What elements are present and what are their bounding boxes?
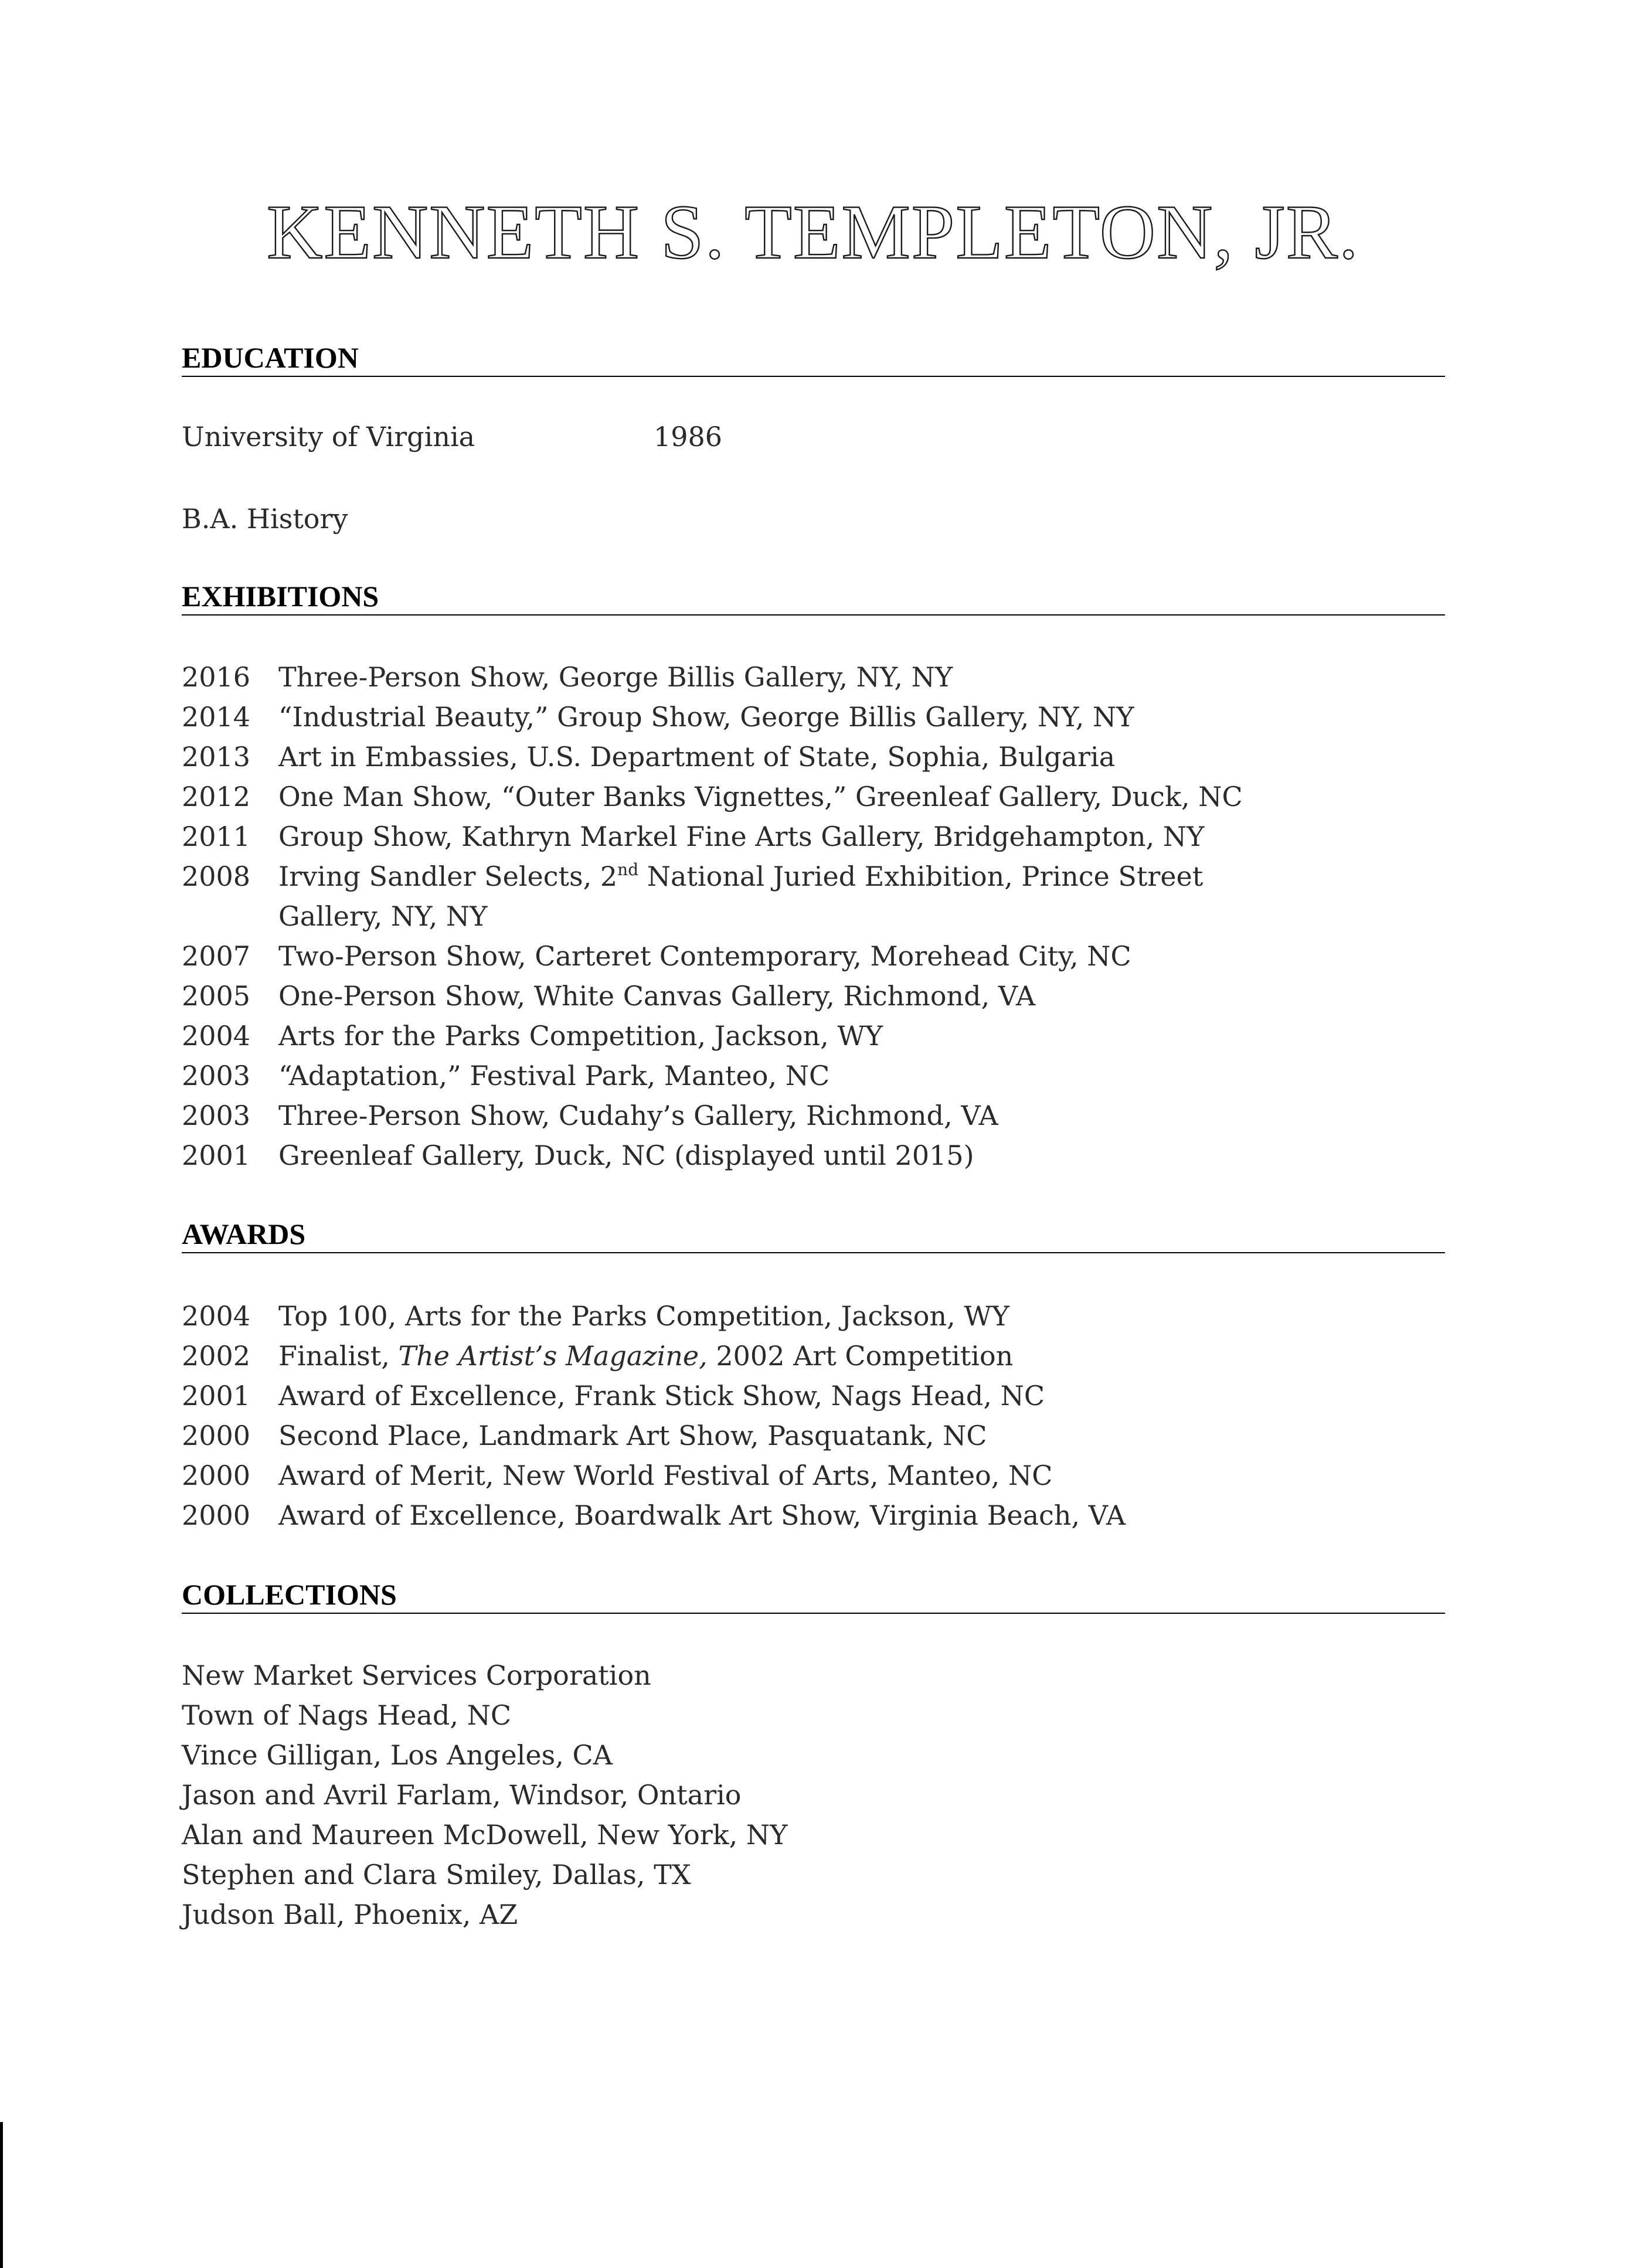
award-year: 2000 — [182, 1499, 251, 1531]
ordinal-suffix: nd — [617, 860, 639, 879]
scan-edge-bar — [0, 2122, 3, 2268]
exhibition-entry: Arts for the Parks Competition, Jackson, WY — [278, 1020, 883, 1052]
award-year: 2000 — [182, 1420, 251, 1451]
award-entry: Award of Excellence, Frank Stick Show, Nags Head, NC — [278, 1380, 1045, 1412]
exhibition-entry: Group Show, Kathryn Markel Fine Arts Gallery, Bridgehampton, NY — [278, 821, 1205, 852]
award-entry: Second Place, Landmark Art Show, Pasquatank, NC — [278, 1420, 987, 1451]
award-year: 2000 — [182, 1460, 251, 1491]
exhibition-entry-continuation: Gallery, NY, NY — [278, 900, 488, 932]
exhibition-year: 2012 — [182, 781, 251, 812]
education-heading: EDUCATION — [182, 343, 1445, 377]
exhibition-entry-part: National Juried Exhibition, Prince Street — [638, 861, 1203, 892]
exhibition-entry: One-Person Show, White Canvas Gallery, Richmond, VA — [278, 980, 1036, 1012]
collection-item: Vince Gilligan, Los Angeles, CA — [182, 1739, 613, 1771]
award-year: 2004 — [182, 1300, 251, 1332]
exhibition-year: 2011 — [182, 821, 251, 852]
resume-name: KENNETH S. TEMPLETON, JR. — [267, 189, 1359, 275]
award-entry-part: Finalist, — [278, 1340, 399, 1372]
exhibition-entry: Greenleaf Gallery, Duck, NC (displayed until 2015) — [278, 1140, 974, 1171]
exhibition-entry: One Man Show, “Outer Banks Vignettes,” Greenleaf Gallery, Duck, NC — [278, 781, 1243, 812]
exhibition-year: 2001 — [182, 1140, 251, 1171]
exhibition-year: 2003 — [182, 1060, 251, 1092]
education-school: University of Virginia — [182, 421, 475, 453]
collection-item: Town of Nags Head, NC — [182, 1699, 512, 1731]
award-year: 2001 — [182, 1380, 251, 1412]
collection-item: Judson Ball, Phoenix, AZ — [182, 1899, 518, 1930]
collection-item: New Market Services Corporation — [182, 1660, 651, 1691]
awards-heading: AWARDS — [182, 1219, 1445, 1253]
education-year: 1986 — [654, 421, 723, 453]
exhibition-entry — [278, 860, 1203, 892]
collections-heading: COLLECTIONS — [182, 1580, 1445, 1614]
exhibition-entry: Three-Person Show, George Billis Gallery, NY, NY — [278, 661, 953, 693]
exhibitions-heading: EXHIBITIONS — [182, 582, 1445, 616]
exhibition-year: 2007 — [182, 940, 251, 972]
exhibition-year: 2003 — [182, 1100, 251, 1131]
collection-item: Jason and Avril Farlam, Windsor, Ontario — [182, 1779, 742, 1811]
award-entry — [278, 1340, 1014, 1372]
award-entry-part: 2002 Art Competition — [707, 1340, 1014, 1372]
exhibition-year: 2008 — [182, 861, 251, 892]
exhibition-entry-part: Irving Sandler Selects, 2 — [278, 861, 618, 892]
exhibition-entry: Three-Person Show, Cudahy’s Gallery, Richmond, VA — [278, 1100, 998, 1131]
exhibition-year: 2005 — [182, 980, 251, 1012]
magazine-title: The Artist’s Magazine, — [398, 1340, 708, 1372]
award-entry: Award of Excellence, Boardwalk Art Show, Virginia Beach, VA — [278, 1499, 1126, 1531]
exhibition-entry: Art in Embassies, U.S. Department of State, Sophia, Bulgaria — [278, 741, 1116, 773]
exhibition-year: 2013 — [182, 741, 251, 773]
exhibition-entry: “Adaptation,” Festival Park, Manteo, NC — [278, 1060, 830, 1092]
exhibition-entry: “Industrial Beauty,” Group Show, George Billis Gallery, NY, NY — [278, 701, 1134, 733]
award-entry: Award of Merit, New World Festival of Arts, Manteo, NC — [278, 1460, 1053, 1491]
award-entry: Top 100, Arts for the Parks Competition, Jackson, WY — [278, 1300, 1009, 1332]
exhibition-year: 2004 — [182, 1020, 251, 1052]
education-degree: B.A. History — [182, 503, 348, 535]
exhibition-entry: Two-Person Show, Carteret Contemporary, Morehead City, NC — [278, 940, 1131, 972]
exhibition-year: 2014 — [182, 701, 251, 733]
award-year: 2002 — [182, 1340, 251, 1372]
collection-item: Stephen and Clara Smiley, Dallas, TX — [182, 1859, 691, 1890]
collection-item: Alan and Maureen McDowell, New York, NY — [182, 1819, 788, 1851]
exhibition-year: 2016 — [182, 661, 251, 693]
